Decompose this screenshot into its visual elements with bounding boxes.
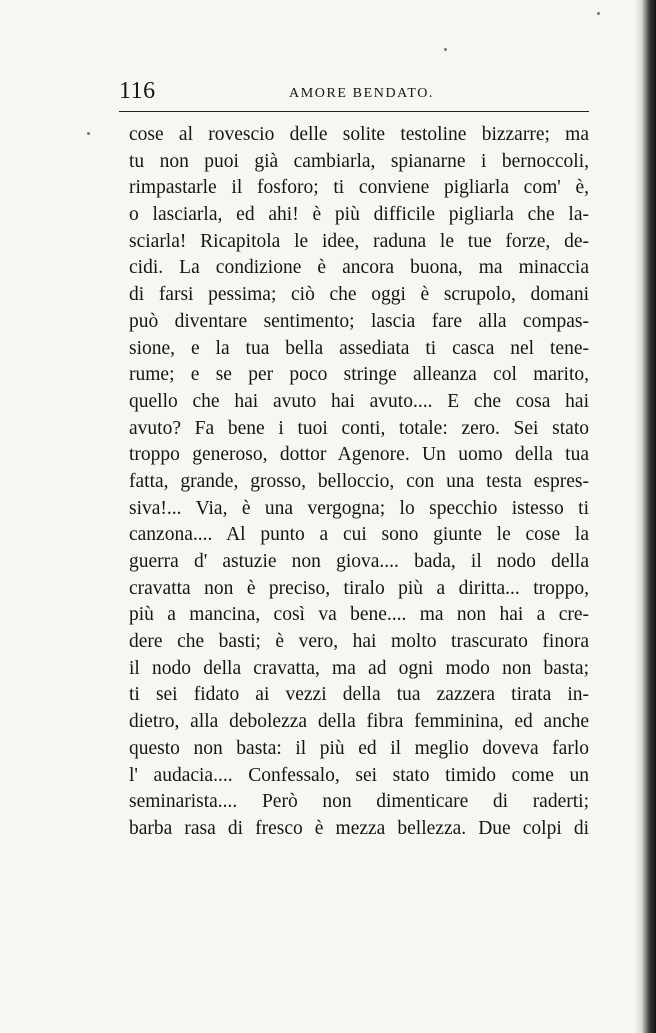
header-rule [119,111,589,112]
text-line: quello che hai avuto hai avuto.... E che cosa hai [129,390,589,412]
text-line: più a mancina, così va bene.... ma non hai a cre- [129,604,589,626]
text-line: fatta, grande, grosso, belloccio, con una testa espres- [129,470,589,492]
text-line: guerra d' astuzie non giova.... bada, il nodo della [129,551,589,572]
text-line: o lasciarla, ed ahi! è più difficile pigliarla che la- [129,204,589,226]
text-line: dietro, alla debolezza della fibra femminina, ed anche [129,711,589,733]
text-line: seminarista.... Però non dimenticare di raderti; [129,791,589,813]
text-line: siva!... Via, è una vergogna; lo specchio istesso ti [129,497,589,519]
text-line: tu non puoi già cambiarla, spianarne i bernoccoli, [129,150,589,172]
text-line: questo non basta: il più ed il meglio doveva farlo [129,737,589,759]
text-line: avuto? Fa bene i tuoi conti, totale: zero. Sei stato [129,417,589,439]
paper-speck [444,48,447,51]
text-line: cidi. La condizione è ancora buona, ma minaccia [129,257,589,279]
text-line: sciarla! Ricapitola le idee, raduna le tue forze, de- [129,230,589,252]
text-line: di farsi pessima; ciò che oggi è scrupolo, domani [129,284,589,306]
text-line: troppo generoso, dottor Agenore. Un uomo della tua [129,444,589,466]
text-line: sione, e la tua bella assediata ti casca nel tene- [129,337,589,359]
text-line: rimpastarle il fosforo; ti conviene pigliarla com' è, [129,177,589,199]
text-line: rume; e se per poco stringe alleanza col marito, [129,364,589,386]
body-text [129,122,589,843]
text-line: l' audacia.... Confessalo, sei stato timido come un [129,764,589,786]
text-line: dere che basti; è vero, hai molto trascurato finora [129,631,589,653]
text-line: il nodo della cravatta, ma ad ogni modo non basta; [129,657,589,679]
text-line: può diventare sentimento; lascia fare alla compas- [129,310,589,332]
text-line: barba rasa di fresco è mezza bellezza. Due colpi di [129,817,589,839]
page-number: 116 [119,78,156,104]
text-line: canzona.... Al punto a cui sono giunte le cose la [129,524,589,546]
text-line: cravatta non è preciso, tiralo più a diritta... troppo, [129,577,589,599]
paper-speck [597,12,600,15]
running-title: AMORE BENDATO. [289,86,435,101]
text-line: ti sei fidato ai vezzi della tua zazzera tirata in- [129,684,589,706]
binding-shadow [634,0,656,1033]
paper-speck [87,132,90,135]
page-header [119,78,589,118]
text-line: cose al rovescio delle solite testoline bizzarre; ma [129,124,589,145]
